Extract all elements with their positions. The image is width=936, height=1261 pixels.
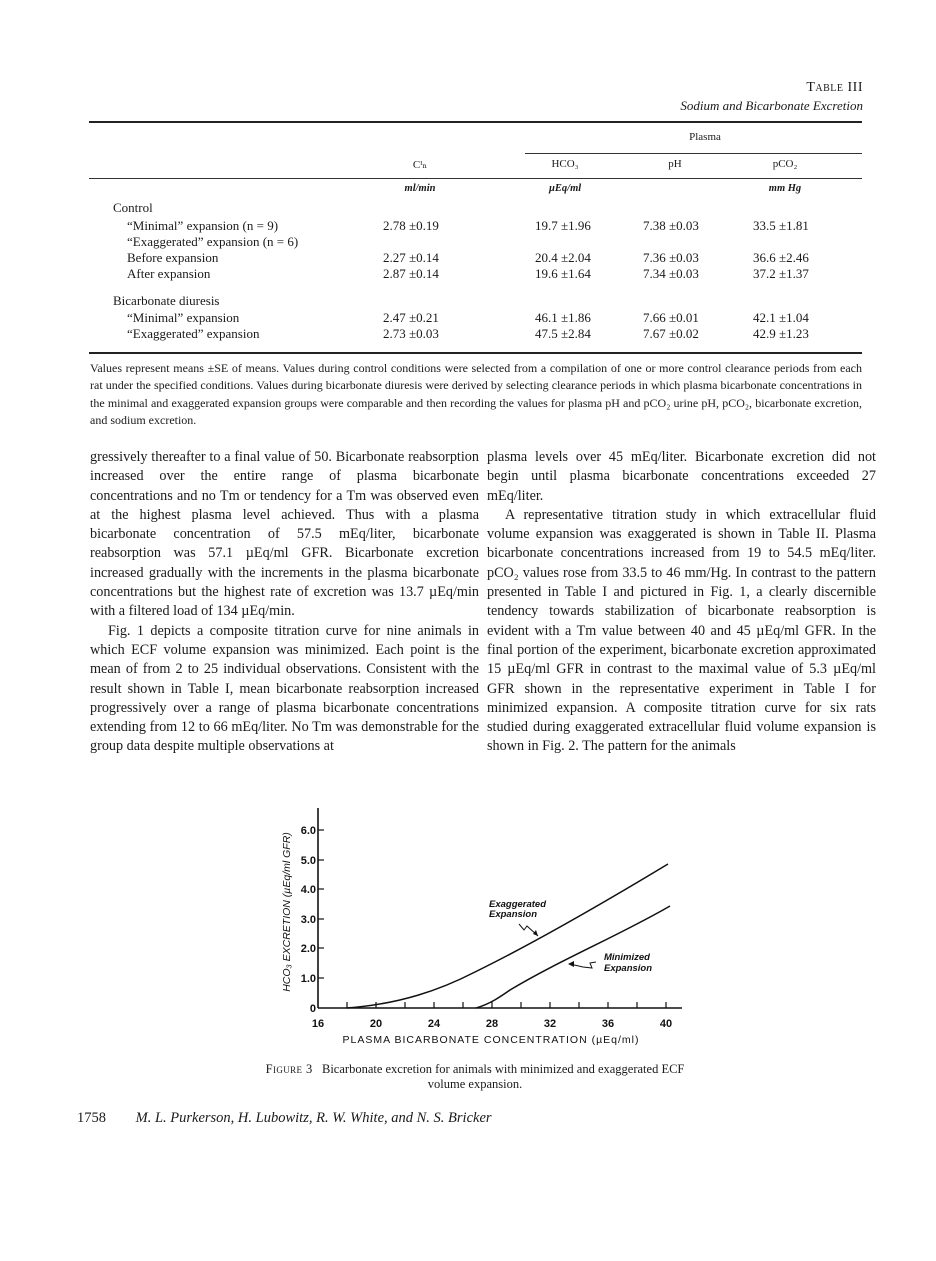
arrowhead-icon xyxy=(568,961,574,967)
cell-cin: 2.87 ±0.14 xyxy=(383,266,439,281)
row-label: After expansion xyxy=(127,266,211,281)
svg-text:0: 0 xyxy=(309,1003,316,1015)
cell-hco3: 19.7 ±1.96 xyxy=(535,218,591,233)
annotation-exaggerated-line2: Expansion xyxy=(489,909,538,920)
x-tick-labels xyxy=(312,1018,672,1030)
svg-text:4.0: 4.0 xyxy=(300,884,316,896)
col-header-cin: Cᴵₙ xyxy=(412,159,428,171)
cell-ph: 7.38 ±0.03 xyxy=(643,218,699,233)
table-title: Sodium and Bicarbonate Excretion xyxy=(680,98,863,113)
unit-pco2: mm Hg xyxy=(768,183,802,194)
authors: M. L. Purkerson, H. Lubowitz, R. W. White, and N. S. Bricker xyxy=(135,1110,492,1126)
table-label: Table III xyxy=(806,80,863,95)
cell-ph: 7.36 ±0.03 xyxy=(643,250,699,265)
x-axis-label: PLASMA BICARBONATE CONCENTRATION (µEq/ml) xyxy=(342,1034,640,1046)
row-label: “Minimal” expansion (n = 9) xyxy=(127,218,279,233)
col-header-hco3: HCO₃ xyxy=(551,158,579,170)
figure-label: Figure 3 xyxy=(265,1062,313,1076)
figure-caption xyxy=(250,1062,700,1092)
section-label-control: Control xyxy=(113,200,153,215)
section-label-bicarbonate-diuresis: Bicarbonate diuresis xyxy=(113,293,220,308)
cell-cin: 2.78 ±0.19 xyxy=(383,218,439,233)
cell-hco3: 47.5 ±2.84 xyxy=(535,326,591,341)
svg-text:5.0: 5.0 xyxy=(300,855,316,867)
col-header-pco2: pCO₂ xyxy=(772,158,798,170)
annotation-exaggerated-line1: Exaggerated xyxy=(489,899,547,910)
paragraph: gressively thereafter to a final value of 50. Bicarbonate reabsorption increased over the entire range of plasma bicarbonate concentrations and no Tm or tendency for a Tm was observed even at the highest plasma level achieved. Thus with a plasma bicarbonate concentration of 57.5 mEq/liter, bicarbonate reabsorption was 57.1 µEq/ml GFR. Bicarbonate excretion increased gradually with the increments in the plasma bicarbonate concentrations but the highest rate of excretion was 13.7 µEq/min with a filtered load of 134 µEq/min. xyxy=(90,449,479,620)
svg-text:36: 36 xyxy=(601,1018,615,1030)
y-ticks xyxy=(318,830,324,978)
unit-hco3: µEq/ml xyxy=(548,183,582,194)
paragraph: A representative titration study in which extracellular fluid volume expansion was exaggerated is shown in Table II. Plasma bicarbonate concentrations increased from 19 to 54.5 mEq/liter. pCO₂ values rose from 33.5 to 46 mm/Hg. In contrast to the pattern presented in Table I and pictured in Fig. 1, a clearly discernible tendency towards stabilization of bicarbonate reabsorption is evident with a Tm value between 40 and 45 µEq/ml GFR. In the final portion of the experiment, bicarbonate excretion approximated 15 µEq/ml GFR in contrast to the maximal value of 5.3 µEq/ml GFR shown in the representative experiment in Table I for minimized expansion. A composite titration curve for six rats studied during exaggerated extracellular fluid volume expansion is shown in Fig. 2. The pattern for the animals xyxy=(487,506,876,755)
cell-ph: 7.34 ±0.03 xyxy=(643,266,699,281)
table-bottom-rule xyxy=(89,352,862,354)
row-label: Before expansion xyxy=(127,250,219,265)
cell-ph: 7.66 ±0.01 xyxy=(643,310,699,325)
plasma-group-rule xyxy=(525,153,862,154)
cell-pco2: 42.9 ±1.23 xyxy=(753,326,809,341)
figure-3-chart xyxy=(250,800,700,1060)
svg-text:40: 40 xyxy=(659,1018,673,1030)
svg-text:1.0: 1.0 xyxy=(300,973,316,985)
x-ticks xyxy=(347,1002,666,1008)
plasma-group-header: Plasma xyxy=(689,131,721,143)
svg-text:16: 16 xyxy=(311,1018,325,1030)
table-top-rule xyxy=(89,121,862,123)
cell-cin: 2.27 ±0.14 xyxy=(383,250,439,265)
annotation-minimized-line2: Expansion xyxy=(604,963,653,974)
cell-pco2: 42.1 ±1.04 xyxy=(753,310,809,325)
figure-caption-text: Bicarbonate excretion for animals with minimized and exaggerated ECF volume expansion. xyxy=(322,1062,685,1091)
body-right-column xyxy=(487,448,876,757)
cell-hco3: 20.4 ±2.04 xyxy=(535,250,591,265)
svg-text:28: 28 xyxy=(485,1018,499,1030)
svg-text:3.0: 3.0 xyxy=(300,914,316,926)
col-header-ph: pH xyxy=(668,158,682,170)
cell-hco3: 19.6 ±1.64 xyxy=(535,266,591,281)
page-footer xyxy=(77,1110,492,1127)
row-label: “Minimal” expansion xyxy=(127,310,240,325)
page-number: 1758 xyxy=(77,1110,106,1126)
svg-text:20: 20 xyxy=(369,1018,383,1030)
cell-cin: 2.47 ±0.21 xyxy=(383,310,439,325)
svg-text:32: 32 xyxy=(543,1018,557,1030)
svg-text:24: 24 xyxy=(427,1018,441,1030)
y-axis-label: HCO₃ EXCRETION (µEq/ml GFR) xyxy=(281,832,293,992)
paragraph: Fig. 1 depicts a composite titration curve for nine animals in which ECF volume expansion was minimized. Each point is the mean of from 2 to 25 individual observations. Consistent with the result shown in Table I, mean bicarbonate reabsorption increased progressively over a range of plasma bicarbonate concentrations extending from 12 to 66 mEq/liter. No Tm was demonstrable for the group data despite multiple observations at xyxy=(90,622,479,755)
arrowhead-icon xyxy=(533,930,538,936)
unit-cin: ml/min xyxy=(404,183,436,194)
svg-text:6.0: 6.0 xyxy=(300,825,316,837)
cell-pco2: 36.6 ±2.46 xyxy=(753,250,809,265)
row-label: “Exaggerated” expansion xyxy=(127,326,260,341)
cell-hco3: 46.1 ±1.86 xyxy=(535,310,591,325)
exaggerated-expansion-curve xyxy=(347,864,668,1008)
annotation-minimized-line1: Minimized xyxy=(604,952,650,963)
svg-text:2.0: 2.0 xyxy=(300,943,316,955)
cell-pco2: 37.2 ±1.37 xyxy=(753,266,809,281)
row-label: “Exaggerated” expansion (n = 6) xyxy=(127,234,299,249)
body-left-column xyxy=(90,448,479,757)
cell-cin: 2.73 ±0.03 xyxy=(383,326,439,341)
cell-pco2: 33.5 ±1.81 xyxy=(753,218,809,233)
table-header-rule xyxy=(89,178,862,179)
table-footnote: Values represent means ±SE of means. Values during control conditions were selected from a compilation of one or more control clearance periods from each rat under the specified conditions. Values during bicarbonate diuresis were derived by selecting clearance periods in which plasma bicarbonate concentrations in the minimal and exaggerated expansion groups were comparable and then recording the values for plasma pH and pCO₂ urine pH, pCO₂, bicarbonate excretion, and sodium excretion. xyxy=(90,361,862,428)
y-tick-labels xyxy=(301,825,316,1015)
cell-ph: 7.67 ±0.02 xyxy=(643,326,699,341)
paragraph: plasma levels over 45 mEq/liter. Bicarbonate excretion did not begin until plasma bicarbonate concentrations exceeded 27 mEq/liter. xyxy=(487,449,876,504)
